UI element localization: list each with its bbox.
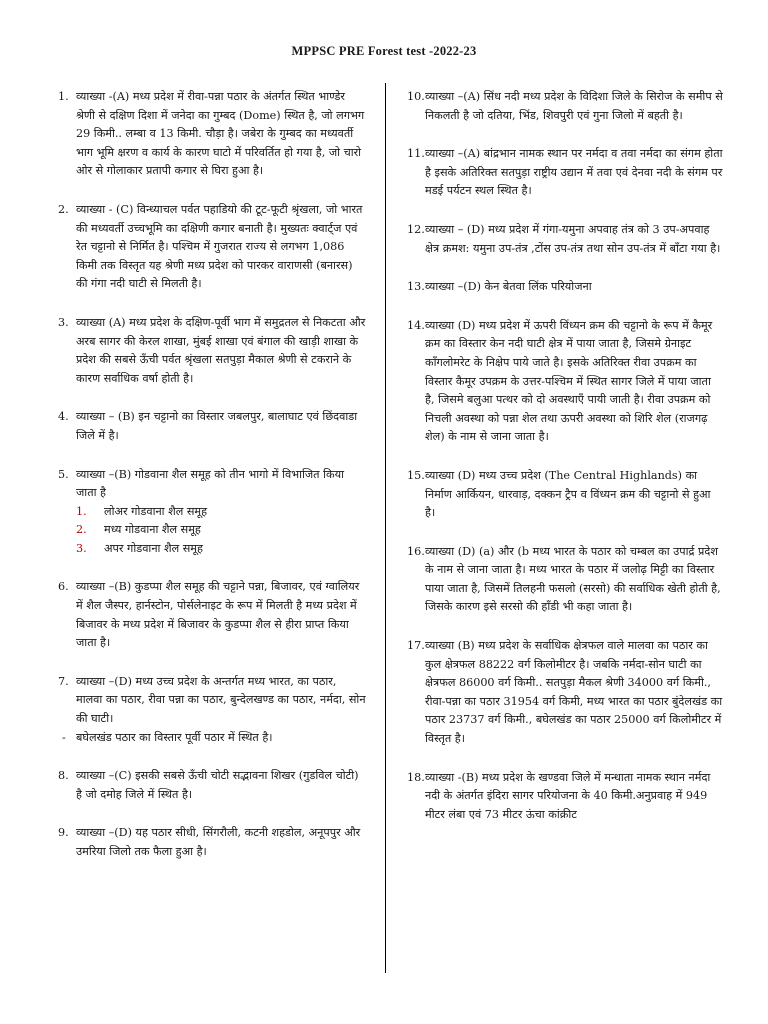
answer-text: व्याख्या (D) मध्य प्रदेश में ऊपरी विंध्यन क्रम की चट्टानो के रूप में कैमूर क्रम का विस्तार केन नदी घाटी क्षेत्र में पाया जाता है, जिसमे ग्रेनाइट कॉंगलोमरेट के निक्षेप पाये जाते है। इसके अतिरिक्त रीवा उपक्रम का विस्तार कैमूर उपक्रम के उत्तर-पश्चिम में स्थित सागर जिले में पाया जाता है, जिसमे बलुआ पत्थर को दो अवस्थाएँ पायी जाती है। रीवा उपक्रम को निचली अवस्था को पन्ना शेल तथा ऊपरी अवस्था को शिरि शेल (राजगढ़ शेल) के नाम से जाना जाता है। bbox=[425, 318, 713, 444]
answer-item bbox=[407, 221, 723, 258]
answer-text: व्याख्या –(D) मध्य उच्च प्रदेश के अन्तर्गत मध्य भारत, का पठार, मालवा का पठार, रीवा पन्ना का पठार, बुन्देलखण्ड का पठार, नर्मदा, सोन की घाटी। bbox=[76, 674, 366, 726]
answer-item bbox=[58, 201, 366, 294]
answer-text: व्याख्या (D) (a) और (b मध्य भारत के पठार को चम्बल का उपार्द्र प्रदेश के नाम से जाना जाता है। मध्य भारत के पठार में जलोढ़ मिट्टी का विस्तार पाया जाता है, जिसमें तिलहनी फसलो (सरसो) की सर्वाधिक खेती होती है, जिसके कारण इसे सरसो की हाँडी भी कहा जाता है। bbox=[425, 544, 721, 614]
sub-list bbox=[76, 503, 366, 559]
sub-list-number: 3. bbox=[76, 541, 87, 555]
sub-list-item bbox=[76, 503, 366, 522]
answer-number: 18. bbox=[407, 770, 425, 784]
answer-number: 9. bbox=[58, 826, 69, 840]
answer-item bbox=[58, 578, 366, 652]
answer-text: व्याख्या –(C) इसकी सबसे ऊँची चोटी सद्भावना शिखर (गुडविल चोटी) है जो दमोह जिले में स्थित है। bbox=[76, 769, 359, 801]
sub-list-number: 1. bbox=[76, 504, 87, 518]
page-title: MPPSC PRE Forest test -2022-23 bbox=[291, 44, 477, 58]
answer-number: 7. bbox=[58, 674, 69, 688]
answer-number: 17. bbox=[407, 639, 425, 653]
answer-text: व्याख्या –(A) सिंध नदी मध्य प्रदेश के विदिशा जिले के सिरोज के समीप से निकलती है जो दतिया, भिंड, शिवपुरी एवं गुना जिलो में बहती है। bbox=[425, 90, 723, 122]
answer-item bbox=[58, 88, 366, 181]
answer-number: 6. bbox=[58, 580, 69, 594]
sub-list-text: लोअर गोडवाना शैल समूह bbox=[104, 504, 208, 518]
answer-text: व्याख्या –(D) केन बेतवा लिंक परियोजना bbox=[425, 280, 592, 294]
answer-text: व्याख्या –(B) कुडप्पा शैल समूह की चट्टाने पन्ना, बिजावर, एवं ग्वालियर में शैल जैस्पर, हार्नस्टोन, पोर्सलेनाइट के रूप में मिलती है मध्य प्रदेश में बिजावर के मध्य प्रदेश में बिजावर के कुडप्पा शैल से हीरा प्राप्त किया जाता है। bbox=[76, 580, 360, 650]
answer-item bbox=[58, 466, 366, 559]
answer-number: 1. bbox=[58, 90, 69, 103]
answer-number: 12. bbox=[407, 222, 425, 236]
answer-number: 16. bbox=[407, 544, 425, 558]
sub-list-number: 2. bbox=[76, 523, 87, 537]
answer-number: 2. bbox=[58, 202, 69, 216]
answer-number: 10. bbox=[407, 90, 425, 103]
answer-number: - bbox=[62, 730, 66, 744]
answer-text: व्याख्या – (B) इन चट्टानो का विस्तार जबलपुर, बालाघाट एवं छिंदवाडा जिले में है। bbox=[76, 410, 358, 442]
answer-item bbox=[58, 314, 366, 388]
answer-text: व्याख्या (A) मध्य प्रदेश के दक्षिण-पूर्वी भाग में समुद्रतल से निकटता और अरब सागर की केरल शाखा, मुंबई शाखा एवं बंगाल की खाड़ी शाखा के प्रदेश की सबसे ऊँची पर्वत श्रृंखला सतपुड़ा मैकाल श्रेणी से टकराने के कारण सर्वाधिक वर्षा होती है। bbox=[76, 315, 366, 385]
left-column bbox=[58, 88, 366, 882]
answer-number: 15. bbox=[407, 468, 425, 482]
answer-item bbox=[407, 637, 723, 749]
answer-text: व्याख्या – (D) मध्य प्रदेश में गंगा-यमुना अपवाह तंत्र को 3 उप-अपवाह क्षेत्र क्रमश: यमुना उप-तंत्र ,टोंस उप-तंत्र तथा सोन उप-तंत्र में बाँटा गया है। bbox=[425, 222, 721, 255]
answer-text: व्याख्या -(B) मध्य प्रदेश के खण्डवा जिले में मन्धाता नामक स्थान नर्मदा नदी के अंतर्गत इंदिरा सागर परियोजना के 40 किमी.अनुप्रवाह में 949 मीटर लंबा एवं 73 मीटर ऊंचा कांक्रीट bbox=[425, 770, 711, 821]
answer-number: 3. bbox=[58, 315, 69, 329]
answer-number: 4. bbox=[58, 410, 69, 424]
answer-item bbox=[58, 408, 366, 445]
sub-list-text: अपर गोडवाना शैल समूह bbox=[104, 541, 203, 555]
answer-item bbox=[407, 769, 723, 825]
answer-number: 13. bbox=[407, 280, 425, 294]
answer-item bbox=[407, 467, 723, 523]
answer-text: व्याख्या –(D) यह पठार सीधी, सिंगरौली, कटनी शहडोल, अनूपपुर और उमरिया जिलो तक फैला हुआ है। bbox=[76, 826, 361, 858]
answer-number: 8. bbox=[58, 769, 69, 783]
sub-list-item bbox=[76, 540, 366, 559]
answer-number: 11. bbox=[407, 147, 425, 161]
answer-number: 5. bbox=[58, 467, 69, 481]
answer-item bbox=[407, 88, 723, 125]
answer-text: व्याख्या - (C) विन्ध्याचल पर्वत पहाडियो की टूट-फूटी श्रृंखला, जो भारत की मध्यवर्ती उच्चभूमि का दक्षिणी कगार बनाती है। मुख्यतः क्वार्ट्ज एवं रेत चट्टानो से निर्मित है। पश्चिम में गुजरात राज्य से लगभग 1,086 किमी तक विस्तृत यह श्रेणी मध्य प्रदेश को पारकर वाराणसी (बनारस) की गंगा नदी घाटी से मिलती है। bbox=[76, 202, 363, 291]
answer-text: बघेलखंड पठार का विस्तार पूर्वी पठार में स्थित है। bbox=[76, 730, 273, 744]
answer-text: व्याख्या -(A) मध्य प्रदेश में रीवा-पन्ना पठार के अंतर्गत स्थित भाण्डेर श्रेणी से दक्षिण दिशा में जनेदा का गुम्बद (Dome) स्थित है, जो लगभग 29 किमी.. लम्बा व 13 किमी. चौड़ा है। जबेरा के गुम्बद का मध्यवर्ती भाग भूमि क्षरण व कार्य के कारण घाटो में परिवर्तित हो गया है, जो चारो ओर से गोलाकार प्रतापी कगार से घिरा हुआ है। bbox=[76, 90, 365, 178]
answer-item bbox=[407, 278, 723, 297]
answer-item bbox=[58, 824, 366, 861]
answer-item bbox=[58, 673, 366, 729]
answer-item bbox=[407, 317, 723, 447]
answer-item bbox=[407, 543, 723, 617]
answer-text: व्याख्या (D) मध्य उच्च प्रदेश (The Central Highlands) का निर्माण आर्कियन, धारवाड़, दक्कन ट्रैप व विंध्यन क्रम की चट्टानो से हुआ है। bbox=[425, 468, 711, 520]
answer-text: व्याख्या –(B) गोडवाना शैल समूह को तीन भागो में विभाजित किया जाता है bbox=[76, 467, 344, 500]
answer-text: व्याख्या (B) मध्य प्रदेश के सर्वाधिक क्षेत्रफल वाले मालवा का पठार का कुल क्षेत्रफल 88222 वर्ग किलोमीटर है। जबकि नर्मदा-सोन घाटी का क्षेत्रफल 86000 वर्ग किमी.. सतपुड़ा मैकल श्रेणी 34000 वर्ग किमी., रीवा-पन्ना का पठार 31954 वर्ग किमी, मध्य भारत का पठार बुंदेलखंड का पठार 23737 वर्ग किमी., बघेलखंड का पठार 25000 वर्ग किलोमीटर में विस्तृत है। bbox=[425, 639, 723, 746]
answer-item bbox=[407, 145, 723, 201]
right-column bbox=[407, 88, 723, 844]
answer-text: व्याख्या –(A) बांद्रभान नामक स्थान पर नर्मदा व तवा नर्मदा का संगम होता है इसके अतिरिक्त सतपुड़ा राष्ट्रीय उद्यान में तवा एवं देनवा नदी के संगम पर मडई पर्यटन स्थल स्थित है। bbox=[425, 147, 723, 198]
answer-number: 14. bbox=[407, 318, 425, 332]
column-divider bbox=[385, 83, 386, 973]
answer-item bbox=[58, 767, 366, 804]
sub-list-text: मध्य गोडवाना शैल समूह bbox=[104, 523, 201, 537]
note-line bbox=[58, 729, 366, 748]
sub-list-item bbox=[76, 521, 366, 540]
